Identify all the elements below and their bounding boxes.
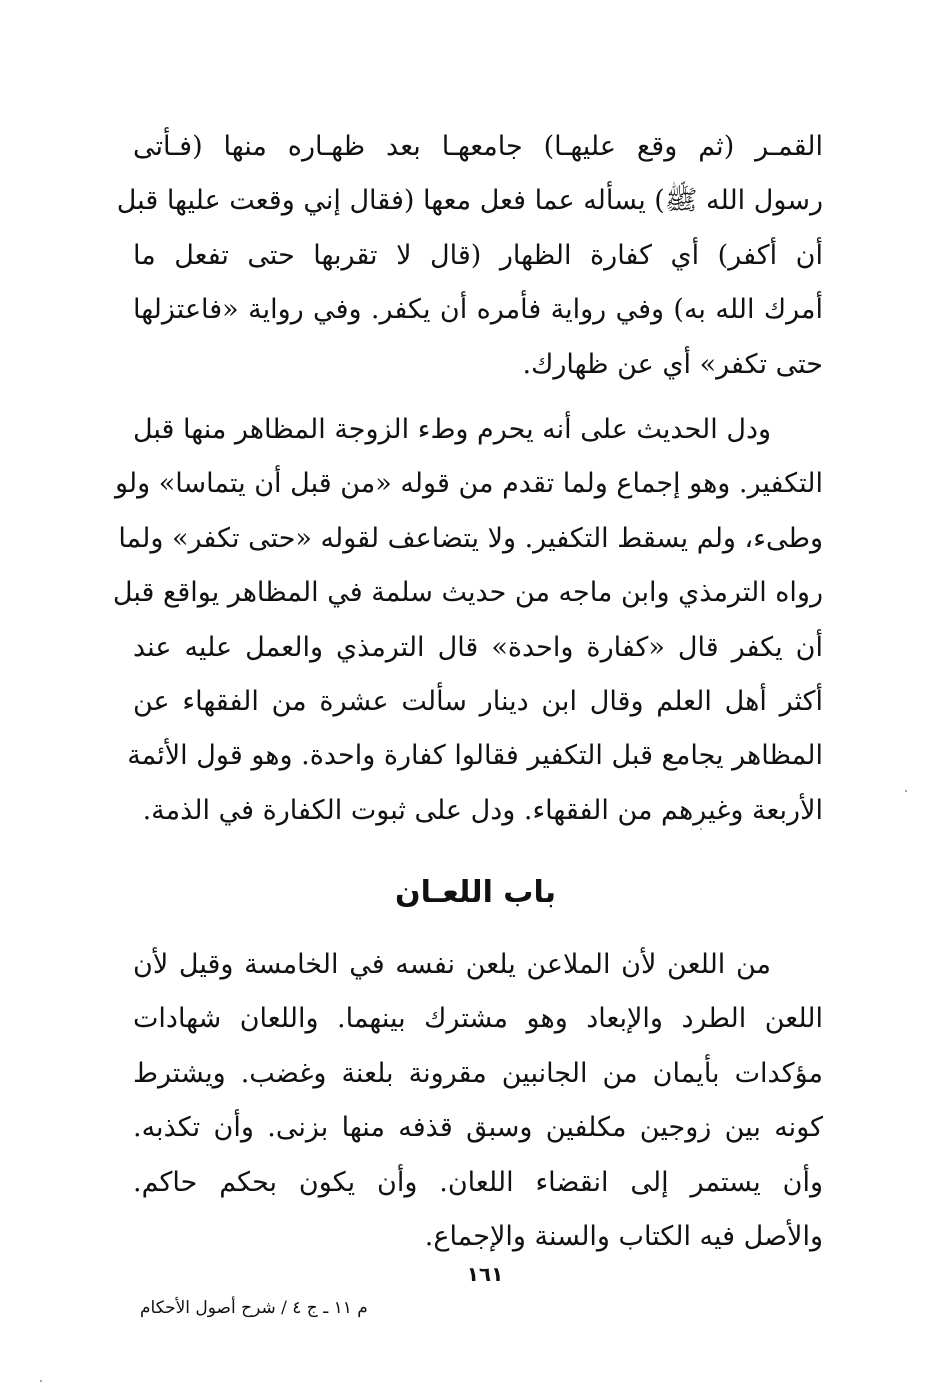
page-number: ١٦١ [466, 1262, 504, 1286]
text-line: مؤكدات بأيمان من الجانبين مقرونة بلعنة وغضب. ويشترط [133, 1057, 823, 1089]
text-line: اللعن الطرد والإبعاد وهو مشترك بينهما. واللعان شهادات [133, 1003, 823, 1035]
text-line: وأن يستمر إلى انقضاء اللعان. وأن يكون بحكم حاكم. [133, 1166, 823, 1198]
text-line: حتى تكفر» أي عن ظهارك. [522, 348, 823, 380]
text-line: وطىء، ولم يسقط التكفير. ولا يتضاعف لقوله «حتى تكفر» ولما [118, 522, 823, 554]
text-line: أكثر أهل العلم وقال ابن دينار سألت عشرة من الفقهاء عن [133, 686, 823, 718]
scan-speck [905, 790, 907, 792]
text-line: أن أكفر) أي كفارة الظهار (قال لا تقربها حتى تفعل ما [133, 239, 823, 271]
text-line: أن يكفر قال «كفارة واحدة» قال الترمذي والعمل عليه عند [133, 631, 823, 663]
text-line: رواه الترمذي وابن ماجه من حديث سلمة في المظاهر يواقع قبل [112, 577, 823, 609]
footer-signature: م ١١ ـ ج ٤ / شرح أصول الأحكام [140, 1298, 368, 1318]
text-line-indented [133, 403, 823, 457]
text-line: القمـر (ثم وقع عليهـا) جامعهـا بعد ظهـاره منها (فـأتى [133, 131, 823, 162]
scan-speck [40, 1380, 42, 1382]
text-line: والأصل فيه الكتاب والسنة والإجماع. [424, 1221, 823, 1253]
paragraph-2 [112, 403, 823, 838]
text-line: المظاهر يجامع قبل التكفير فقالوا كفارة واحدة. وهو قول الأئمة [127, 740, 823, 772]
text-line: التكفير. وهو إجماع ولما تقدم من قوله «من قبل أن يتماسا» ولو [114, 468, 823, 500]
text-line-indented [133, 938, 823, 992]
section-heading: باب اللعـان [395, 875, 556, 910]
text-line-content: ودل الحديث على أنه يحرم وطء الزوجة المظاهر منها قبل [132, 414, 771, 445]
text-line: كونه بين زوجين مكلفين وسبق قذفه منها بزنى. وأن تكذبه. [133, 1112, 823, 1144]
text-line: أمرك الله به) وفي رواية فأمره أن يكفر. وفي رواية «فاعتزلها [133, 294, 823, 326]
text-line: رسول الله ﷺ) يسأله عما فعل معها (فقال إني وقعت عليها قبل [116, 185, 823, 217]
text-line: الأربعة وغيرهم من الفقهاء. ودل على ثبوت الكفارة في الذمة. [142, 794, 823, 826]
paragraph-1 [116, 120, 823, 392]
text-line-content: من اللعن لأن الملاعن يلعن نفسه في الخامسة وقيل لأن [133, 949, 771, 980]
paragraph-3 [133, 938, 823, 1264]
scan-speck [700, 828, 702, 830]
